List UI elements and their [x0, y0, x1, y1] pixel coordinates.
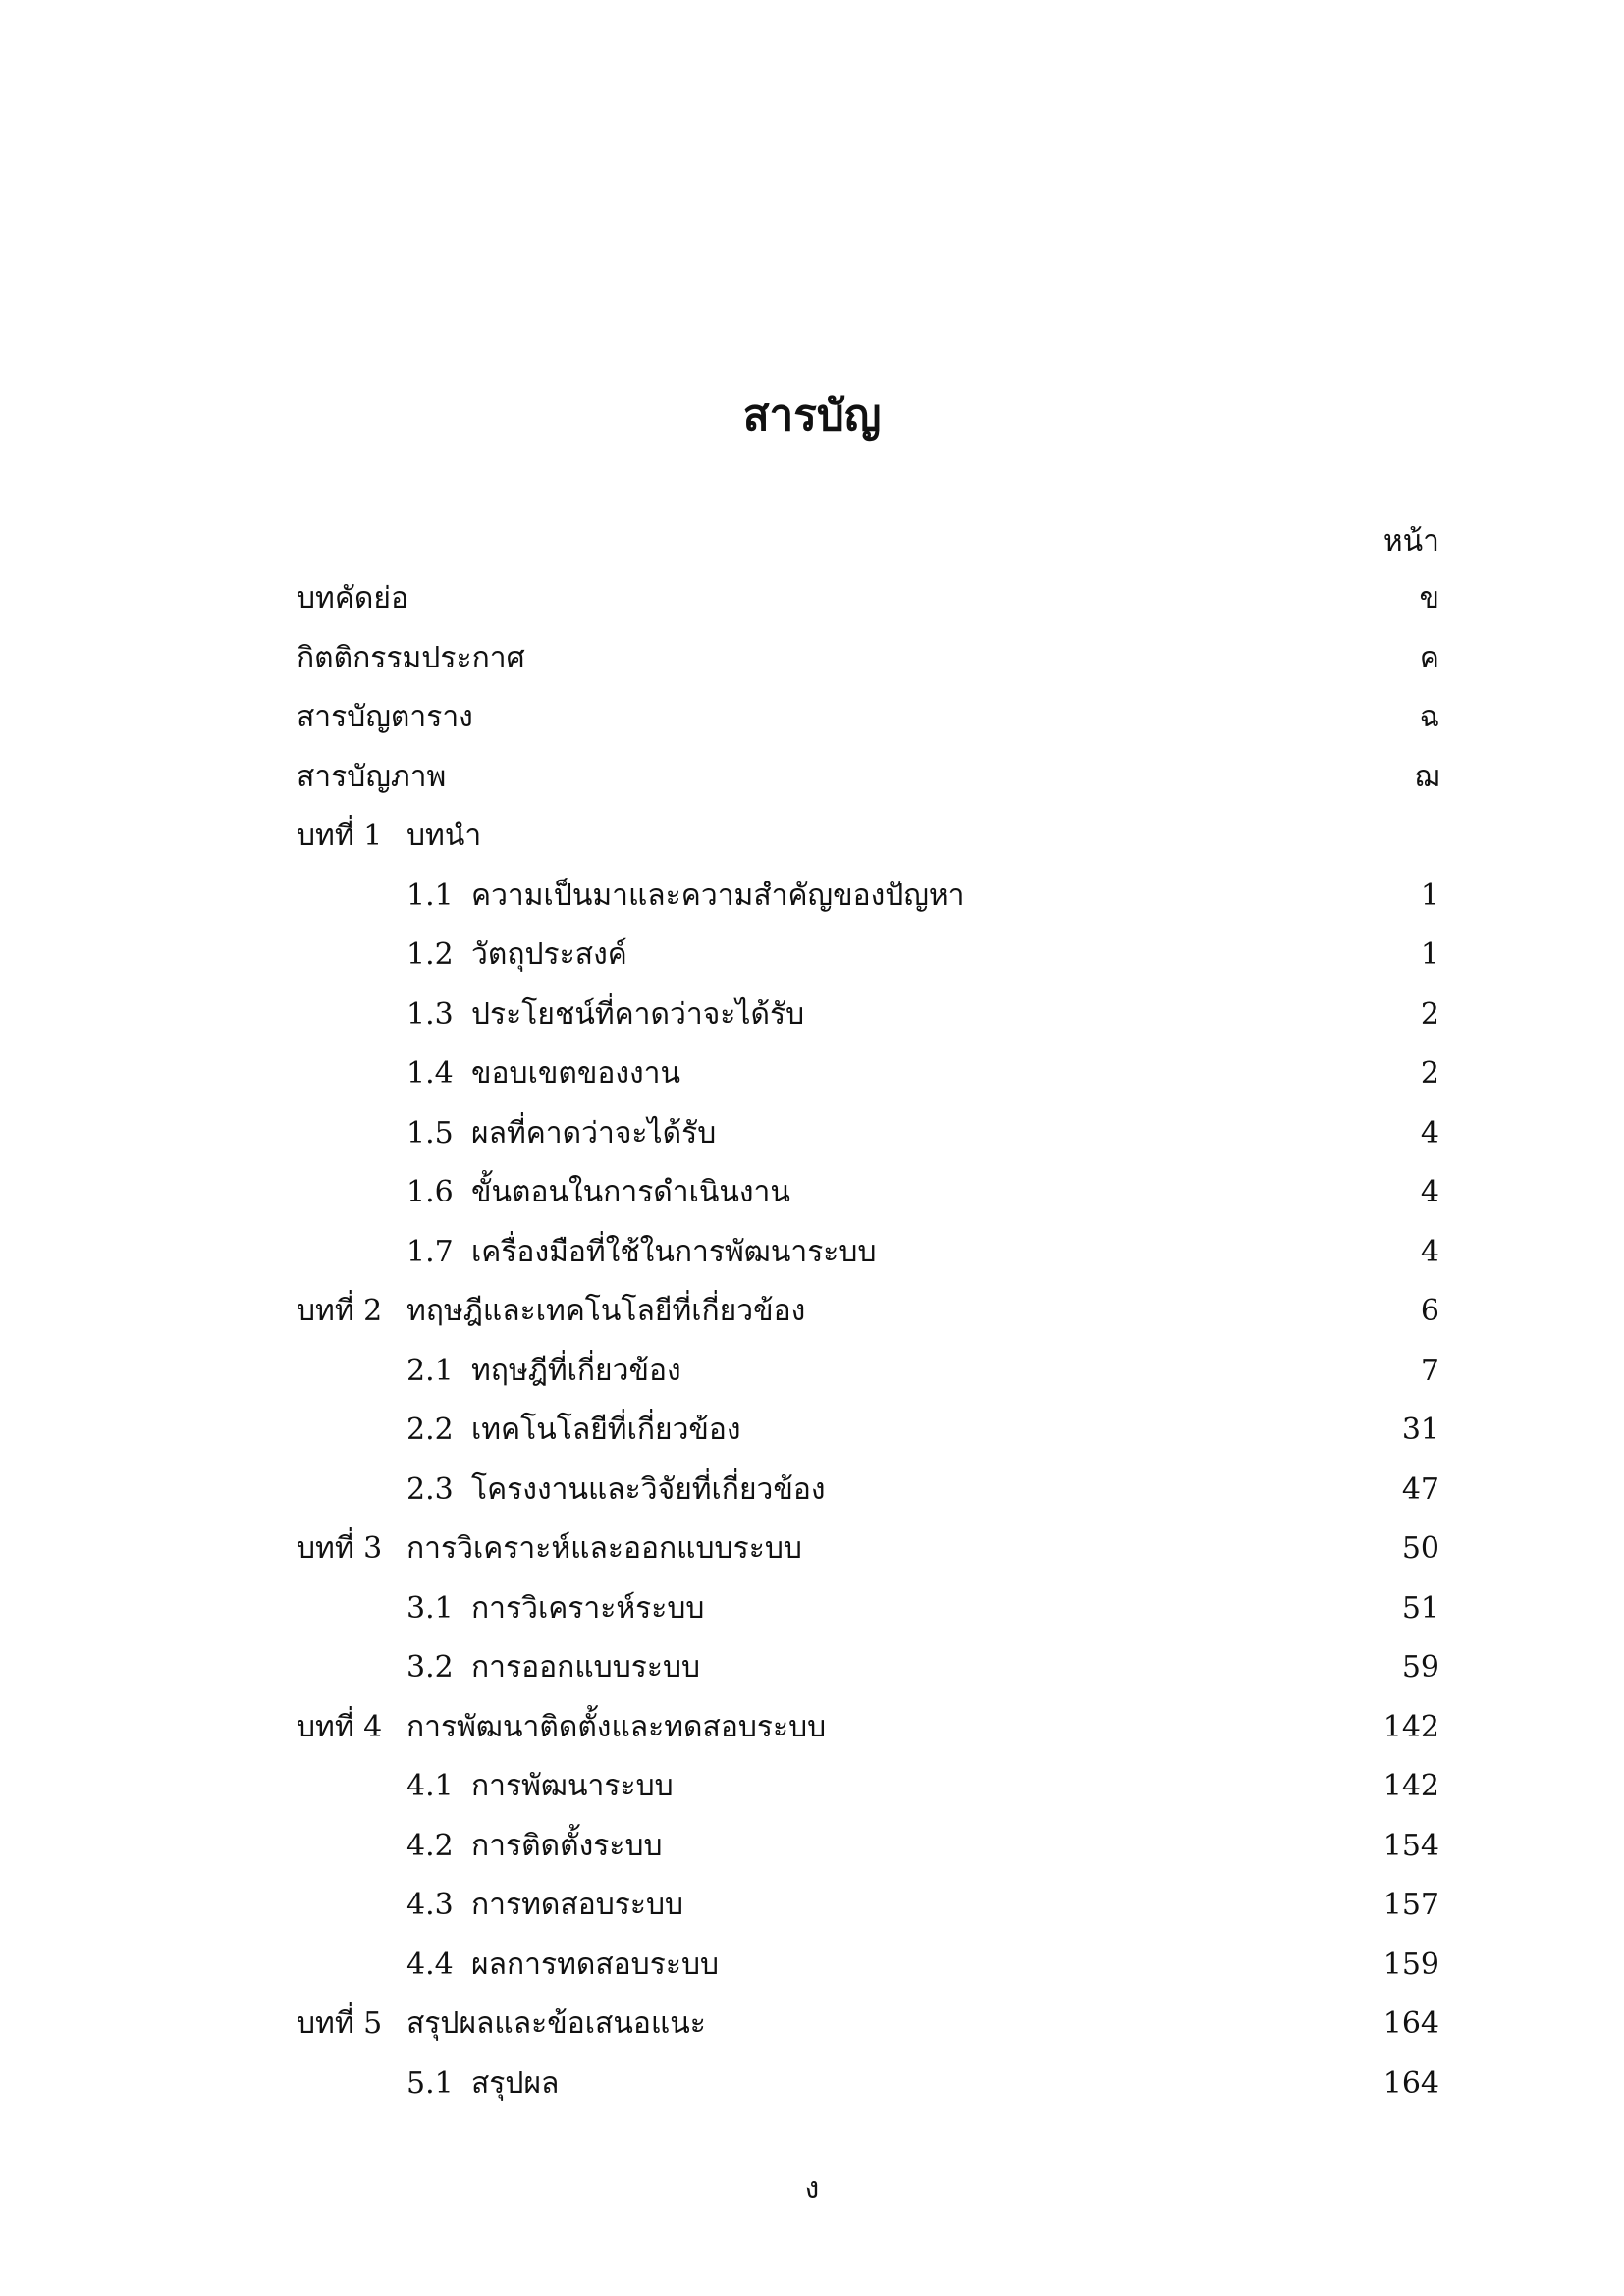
toc-entry-title: สรุปผลและข้อเสนอแนะ: [406, 2006, 706, 2041]
toc-entry-title: สรุปผล: [471, 2065, 560, 2101]
toc-entry-title: วัตถุประสงค์: [471, 937, 627, 972]
toc-entry-number: บทที่ 5: [297, 2006, 383, 2041]
table-of-contents: [297, 579, 1439, 2123]
toc-entry-number: 1.3: [406, 996, 454, 1032]
toc-entry-number: 2.2: [406, 1413, 454, 1447]
toc-entry-page: 7: [1420, 1353, 1439, 1388]
toc-entry-title: ประโยชน์ที่คาดว่าจะได้รับ: [471, 996, 805, 1032]
toc-entry-section: [297, 1470, 1439, 1530]
toc-entry-title: การพัฒนาระบบ: [471, 1769, 674, 1803]
toc-entry-section: [297, 1411, 1439, 1470]
toc-entry-title: ทฤษฎีและเทคโนโลยีที่เกี่ยวข้อง: [406, 1294, 806, 1328]
toc-entry-chapter: [297, 1292, 1439, 1352]
toc-entry-chapter: [297, 1708, 1439, 1768]
toc-entry-chapter: [297, 2004, 1439, 2064]
toc-entry-page: 2: [1420, 996, 1439, 1032]
toc-entry-section: [297, 1648, 1439, 1708]
toc-entry-section: [297, 995, 1439, 1055]
toc-entry-number: 4.1: [406, 1769, 454, 1803]
toc-entry-page: 59: [1401, 1650, 1439, 1684]
toc-entry-number: 4.4: [406, 1947, 454, 1982]
toc-entry-section: [297, 877, 1439, 936]
toc-entry-title: บทคัดย่อ: [297, 581, 408, 615]
toc-entry-section: [297, 2064, 1439, 2124]
toc-entry-page: 1: [1420, 878, 1439, 913]
toc-entry-title: บทนำ: [406, 819, 482, 853]
toc-entry-page: 4: [1420, 1175, 1439, 1209]
toc-entry-section: [297, 1589, 1439, 1649]
toc-entry-title: เครื่องมือที่ใช้ในการพัฒนาระบบ: [471, 1234, 877, 1269]
toc-entry-page: ฌ: [1414, 759, 1439, 794]
toc-entry-number: 5.1: [406, 2065, 454, 2101]
toc-entry-title: สารบัญตาราง: [297, 700, 473, 734]
toc-entry-page: 4: [1420, 1115, 1439, 1150]
toc-entry-top: [297, 758, 1439, 818]
toc-entry-title: ความเป็นมาและความสำคัญของปัญหา: [471, 878, 965, 913]
toc-entry-number: 1.6: [406, 1175, 454, 1209]
toc-entry-section: [297, 1114, 1439, 1174]
toc-entry-section: [297, 1946, 1439, 2005]
toc-entry-page: 50: [1401, 1531, 1439, 1566]
toc-entry-page: 159: [1382, 1947, 1439, 1982]
toc-entry-page: 2: [1420, 1056, 1439, 1091]
page-title: สารบัญ: [742, 391, 882, 441]
toc-entry-number: บทที่ 3: [297, 1531, 383, 1566]
toc-entry-section: [297, 1173, 1439, 1233]
toc-entry-page: 1: [1420, 937, 1439, 972]
toc-entry-page: ข: [1419, 581, 1439, 615]
toc-entry-title: การพัฒนาติดตั้งและทดสอบระบบ: [406, 1709, 827, 1744]
page-folio: ง: [804, 2171, 820, 2206]
toc-entry-title: การออกแบบระบบ: [471, 1650, 701, 1684]
toc-entry-top: [297, 639, 1439, 699]
toc-entry-title: การติดตั้งระบบ: [471, 1828, 663, 1863]
toc-entry-title: กิตติกรรมประกาศ: [297, 640, 525, 675]
toc-entry-page: 164: [1382, 2006, 1439, 2041]
toc-entry-page: 142: [1382, 1709, 1439, 1744]
toc-entry-title: เทคโนโลยีที่เกี่ยวข้อง: [471, 1413, 741, 1447]
toc-entry-page: 142: [1382, 1769, 1439, 1803]
toc-entry-number: 1.7: [406, 1234, 454, 1269]
toc-entry-chapter: [297, 1529, 1439, 1589]
toc-entry-section: [297, 1054, 1439, 1114]
toc-entry-title: การทดสอบระบบ: [471, 1888, 684, 1922]
toc-entry-section: [297, 1827, 1439, 1887]
toc-entry-section: [297, 935, 1439, 995]
toc-entry-title: ขั้นตอนในการดำเนินงาน: [471, 1175, 790, 1209]
toc-entry-number: 3.1: [406, 1590, 454, 1626]
toc-entry-title: การวิเคราะห์ระบบ: [471, 1590, 705, 1626]
toc-entry-section: [297, 1886, 1439, 1946]
toc-entry-title: ทฤษฎีที่เกี่ยวข้อง: [471, 1353, 681, 1388]
toc-entry-number: 1.5: [406, 1115, 454, 1150]
toc-entry-number: บทที่ 2: [297, 1294, 383, 1328]
toc-entry-page: 6: [1420, 1294, 1439, 1328]
toc-entry-section: [297, 1352, 1439, 1412]
toc-entry-top: [297, 698, 1439, 758]
toc-entry-number: 2.1: [406, 1353, 454, 1388]
toc-entry-page: 4: [1420, 1234, 1439, 1269]
toc-entry-number: 1.4: [406, 1056, 454, 1091]
toc-entry-page: 51: [1401, 1590, 1439, 1626]
toc-entry-title: โครงงานและวิจัยที่เกี่ยวข้อง: [471, 1471, 826, 1507]
toc-entry-page: 164: [1382, 2065, 1439, 2101]
toc-entry-page: 47: [1401, 1471, 1439, 1507]
toc-entry-page: ค: [1419, 640, 1439, 675]
toc-entry-title: สารบัญภาพ: [297, 759, 447, 794]
toc-entry-number: 2.3: [406, 1471, 454, 1507]
toc-entry-number: 1.1: [406, 878, 454, 913]
toc-entry-title: การวิเคราะห์และออกแบบระบบ: [406, 1531, 802, 1566]
toc-entry-top: [297, 579, 1439, 639]
toc-entry-title: ขอบเขตของงาน: [471, 1056, 680, 1091]
toc-entry-chapter: [297, 817, 1439, 877]
toc-entry-section: [297, 1233, 1439, 1293]
page-column-header: หน้า: [1382, 524, 1439, 559]
toc-entry-number: 1.2: [406, 937, 454, 972]
toc-entry-page: 154: [1382, 1828, 1439, 1863]
toc-entry-section: [297, 1767, 1439, 1827]
toc-entry-title: ผลการทดสอบระบบ: [471, 1947, 720, 1982]
toc-entry-title: ผลที่คาดว่าจะได้รับ: [471, 1115, 717, 1150]
toc-entry-number: บทที่ 1: [297, 819, 383, 853]
toc-entry-page: 31: [1401, 1413, 1439, 1447]
toc-entry-page: ฉ: [1419, 700, 1439, 734]
toc-entry-number: บทที่ 4: [297, 1709, 383, 1744]
toc-entry-number: 3.2: [406, 1650, 454, 1684]
toc-entry-number: 4.3: [406, 1888, 454, 1922]
toc-entry-number: 4.2: [406, 1828, 454, 1863]
toc-entry-page: 157: [1382, 1888, 1439, 1922]
